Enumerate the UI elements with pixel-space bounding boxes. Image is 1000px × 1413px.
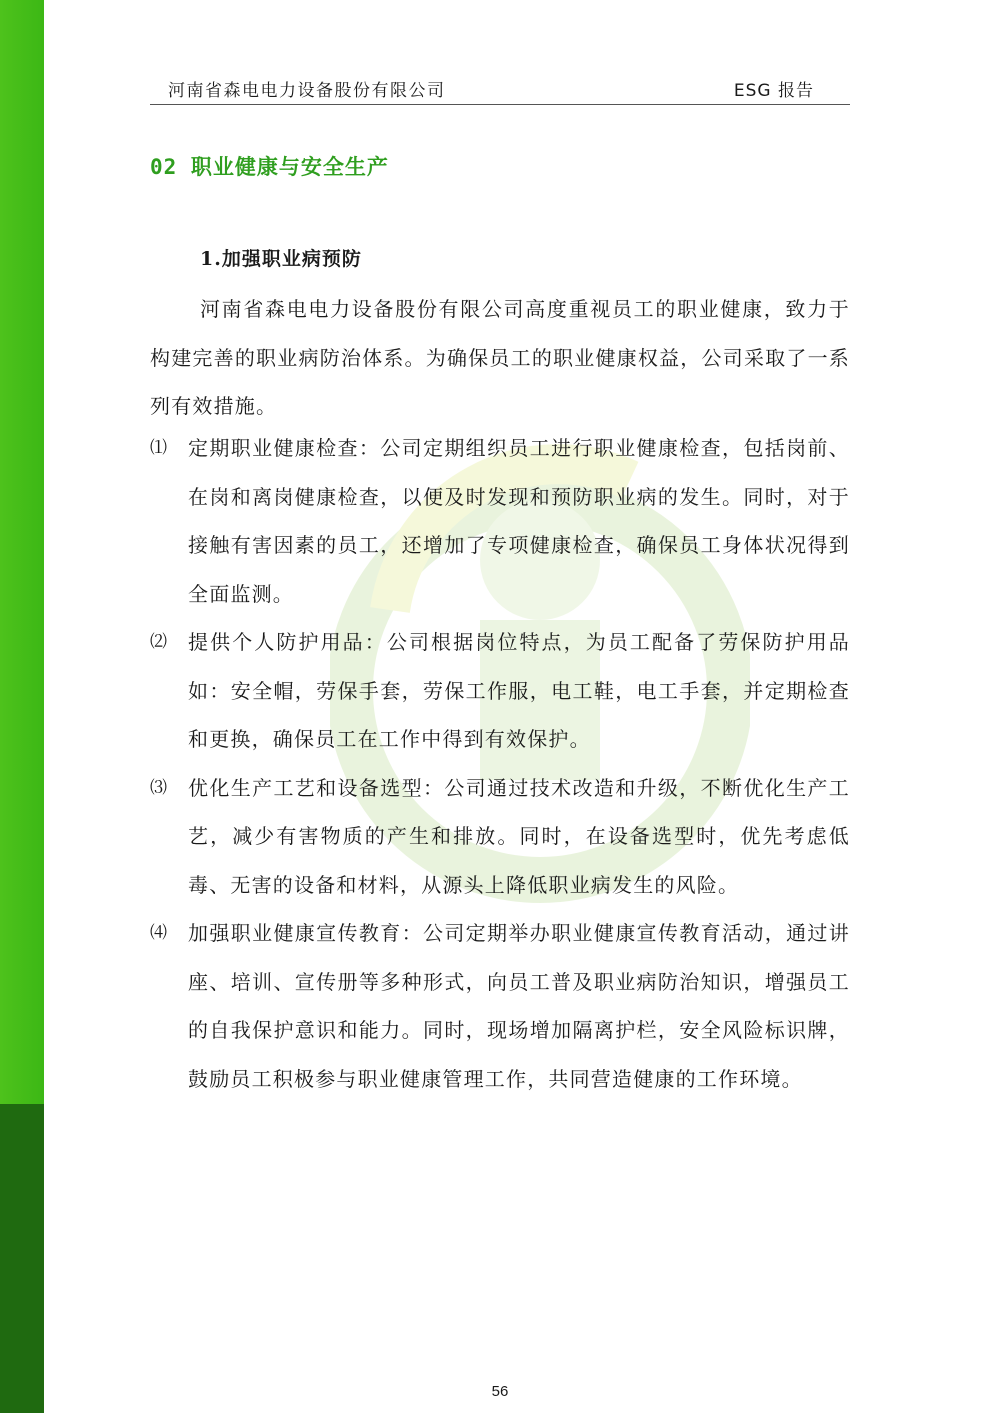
list-item	[150, 424, 850, 618]
measure-list	[150, 424, 850, 1103]
list-item	[150, 618, 850, 764]
item-text: 定期职业健康检查：公司定期组织员工进行职业健康检查，包括岗前、在岗和离岗健康检查，以便及时发现和预防职业病的发生。同时，对于接触有害因素的员工，还增加了专项健康检查，确保员工身体状况得到全面监测。	[188, 436, 850, 606]
item-number: ⑷	[150, 923, 169, 943]
item-text: 优化生产工艺和设备选型：公司通过技术改造和升级，不断优化生产工艺，减少有害物质的产生和排放。同时，在设备选型时，优先考虑低毒、无害的设备和材料，从源头上降低职业病发生的风险。	[188, 775, 850, 897]
subsection-title: 1.加强职业病预防	[200, 248, 362, 270]
side-bar-accent-dark	[0, 1104, 44, 1413]
section-title: 02 职业健康与安全生产	[150, 155, 389, 179]
page-number: 56	[491, 1383, 509, 1400]
company-name: 河南省森电电力设备股份有限公司	[168, 81, 446, 101]
item-text: 加强职业健康宣传教育：公司定期举办职业健康宣传教育活动，通过讲座、培训、宣传册等多种形式，向员工普及职业病防治知识，增强员工的自我保护意识和能力。同时，现场增加隔离护栏，安全风险标识牌，鼓励员工积极参与职业健康管理工作，共同营造健康的工作环境。	[188, 921, 850, 1091]
list-item	[150, 764, 850, 910]
report-label: ESG 报告	[733, 81, 814, 101]
item-number: ⑶	[150, 777, 169, 798]
item-number: ⑴	[150, 438, 169, 458]
page-header	[150, 72, 850, 105]
item-number: ⑵	[150, 632, 169, 652]
intro-paragraph: 河南省森电电力设备股份有限公司高度重视员工的职业健康，致力于构建完善的职业病防治体系。为确保员工的职业健康权益，公司采取了一系列有效措施。	[150, 297, 850, 418]
item-text: 提供个人防护用品：公司根据岗位特点，为员工配备了劳保防护用品如：安全帽，劳保手套，劳保工作服，电工鞋，电工手套，并定期检查和更换，确保员工在工作中得到有效保护。	[188, 630, 850, 751]
side-bar-accent	[0, 0, 44, 1104]
list-item	[150, 909, 850, 1103]
